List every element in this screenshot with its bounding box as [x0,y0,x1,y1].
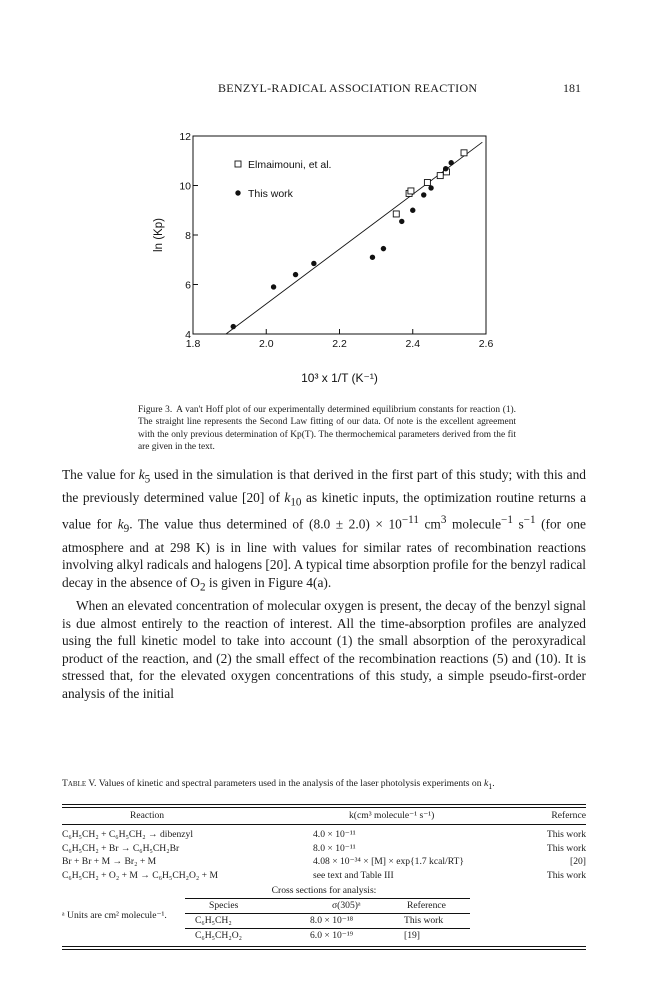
header-sigma: σ(305)ᵃ [332,900,361,911]
y-tick-label: 10 [179,180,191,193]
header-reaction: Reaction [130,810,165,821]
text-run: as kinetic inputs, the optimization routine returns a value for [62,490,587,532]
superscript: −1 [501,514,513,527]
table-row [62,842,586,856]
cross-sections-table [185,898,470,943]
y-tick-label: 12 [179,131,191,143]
symbol-k: k [138,467,145,482]
cross-row [185,929,470,943]
cell-reaction: C₆H₅CH₂ + O₂ + M → C₆H₅CH₂O₂ + M [62,869,218,881]
table-caption [62,777,586,793]
table-header-row [62,808,586,824]
text-run: (for one atmosphere and at 298 K) is in line with values for similar rates of recombination reactions involving alkyl radicals and halogens [20]. A typical time absorption profile for the benzyl radical decay in the absence of O [62,516,587,590]
cell-reaction: Br + Br + M → Br₂ + M [62,856,157,867]
symbol-k: k [284,490,291,506]
text-run: cm [418,516,441,532]
data-point-circle [271,284,276,289]
cell-reference: [20] [570,856,586,867]
cell-reference: This work [546,869,586,881]
x-tick-label: 2.6 [478,338,494,350]
superscript: 3 [440,514,447,527]
cell-sigma: 6.0 × 10⁻¹⁹ [310,930,354,941]
data-point-square [393,211,399,217]
data-point-square [461,150,467,156]
y-tick-label: 6 [185,279,191,292]
table-footnote: ᵃ Units are cm² molecule⁻¹. [62,910,167,921]
x-tick-label: 1.8 [185,338,201,350]
data-point-circle [449,160,454,165]
header-cross-reference: Reference [407,900,446,911]
data-point-circle [421,192,426,197]
data-point-square [424,180,430,186]
data-point-circle [311,261,316,266]
figure-caption [138,404,516,454]
cell-rate: 4.0 × 10⁻¹¹ [313,829,356,840]
cell-reaction: C₆H₅CH₂ + Br → C₆H₅CH₂Br [62,842,180,854]
table-rule [62,946,586,950]
data-point-circle [370,255,375,260]
vant-hoff-chart [140,128,500,388]
legend-marker-square [235,161,241,167]
cell-rate: 8.0 × 10⁻¹¹ [313,842,356,854]
text-run: used in the simulation is that derived in the first part of this study; with this and the previously determined value [20] of [62,467,586,506]
table-row [62,828,586,842]
data-point-square [437,173,443,179]
data-point-circle [399,219,404,224]
header-species: Species [209,900,239,911]
text-run: . [492,778,495,789]
y-tick-label: 4 [185,329,191,341]
text-run: molecule [446,516,502,532]
legend-label: This work [248,188,293,200]
cross-row [185,914,470,929]
x-axis-label: 10³ x 1/T (K⁻¹) [301,371,378,385]
table-label: Table V. [62,778,97,789]
cell-species: C₆H₅CH₂ [195,915,232,926]
data-point-square [408,188,414,194]
text-run: . The value thus determined of (8.0 ± 2.0) × 10 [129,516,402,532]
cell-cross-reference: This work [404,915,444,926]
page-number: 181 [563,81,581,95]
table-row [62,869,586,883]
symbol-k: k [117,516,124,532]
symbol-k: k [483,778,489,789]
header-rate: k(cm³ molecule⁻¹ s⁻¹) [349,810,435,821]
body-text [62,466,586,702]
subscript: 10 [290,496,302,509]
text-run: s [512,516,524,532]
x-tick-label: 2.2 [332,338,347,350]
data-point-circle [293,272,298,277]
cell-cross-reference: [19] [404,930,420,941]
cross-sections-title: Cross sections for analysis: [271,885,377,896]
data-point-circle [428,185,433,190]
superscript: −11 [401,514,419,527]
running-head: BENZYL-RADICAL ASSOCIATION REACTION [218,81,478,95]
paragraph-1 [62,466,586,597]
figure-caption-text: A van't Hoff plot of our experimentally determined equilibrium constants for reaction (1). The straight line represents the Second Law fitting of our data. Of note is the excellent agreement with the only previous determination of Kp(T). The thermochemical parameters derived from the fit are given in the text. [138,405,516,453]
text-run: The value for [62,467,139,482]
subscript: 2 [199,581,206,594]
cell-sigma: 8.0 × 10⁻¹⁸ [310,915,354,926]
text-run: is given in Figure 4(a). [205,574,332,590]
cell-reaction: C₆H₅CH₂ + C₆H₅CH₂ → dibenzyl [62,829,194,840]
subscript: 9 [123,523,130,536]
legend-label: Elmaimouni, et al. [248,159,332,171]
data-point-circle [231,324,236,329]
data-point-circle [381,246,386,251]
table-row [62,855,586,869]
x-tick-label: 2.0 [258,338,274,350]
data-point-circle [410,208,415,213]
parameters-table [62,804,586,950]
data-point-circle [443,166,448,171]
cell-reference: This work [546,829,586,840]
subscript: 5 [144,473,151,486]
x-tick-label: 2.4 [405,338,421,350]
cell-rate: see text and Table III [313,869,394,881]
cell-species: C₆H₅CH₂O₂ [195,930,242,941]
cell-rate: 4.08 × 10⁻³⁴ × [M] × exp{1.7 kcal/RT} [313,856,464,867]
table-caption-text: Values of kinetic and spectral parameters used in the analysis of the laser photolysis experiments on [98,778,484,789]
cross-header-row [185,898,470,914]
y-axis-label: ln (Kp) [153,218,165,252]
y-tick-label: 8 [185,230,191,242]
superscript: −1 [523,514,536,527]
figure-label: Figure 3. [138,405,173,415]
subscript: 1 [488,781,493,791]
header-reference: Refernce [551,810,586,821]
paragraph-2: When an elevated concentration of molecular oxygen is present, the decay of the benzyl signal is due almost entirely to the reaction of interest. All the time-absorption profiles are analyzed using the full kinetic model to take into account (1) the small absorption of the peroxyradical product of the reaction, and (2) the small effect of the recombination reactions (5) and (10). It is stressed that, for the elevated oxygen concentrations of this study, a simple pseudo-first-order analysis of the initial [62,598,586,701]
cell-reference: This work [546,842,586,854]
legend-marker-circle [235,190,240,195]
